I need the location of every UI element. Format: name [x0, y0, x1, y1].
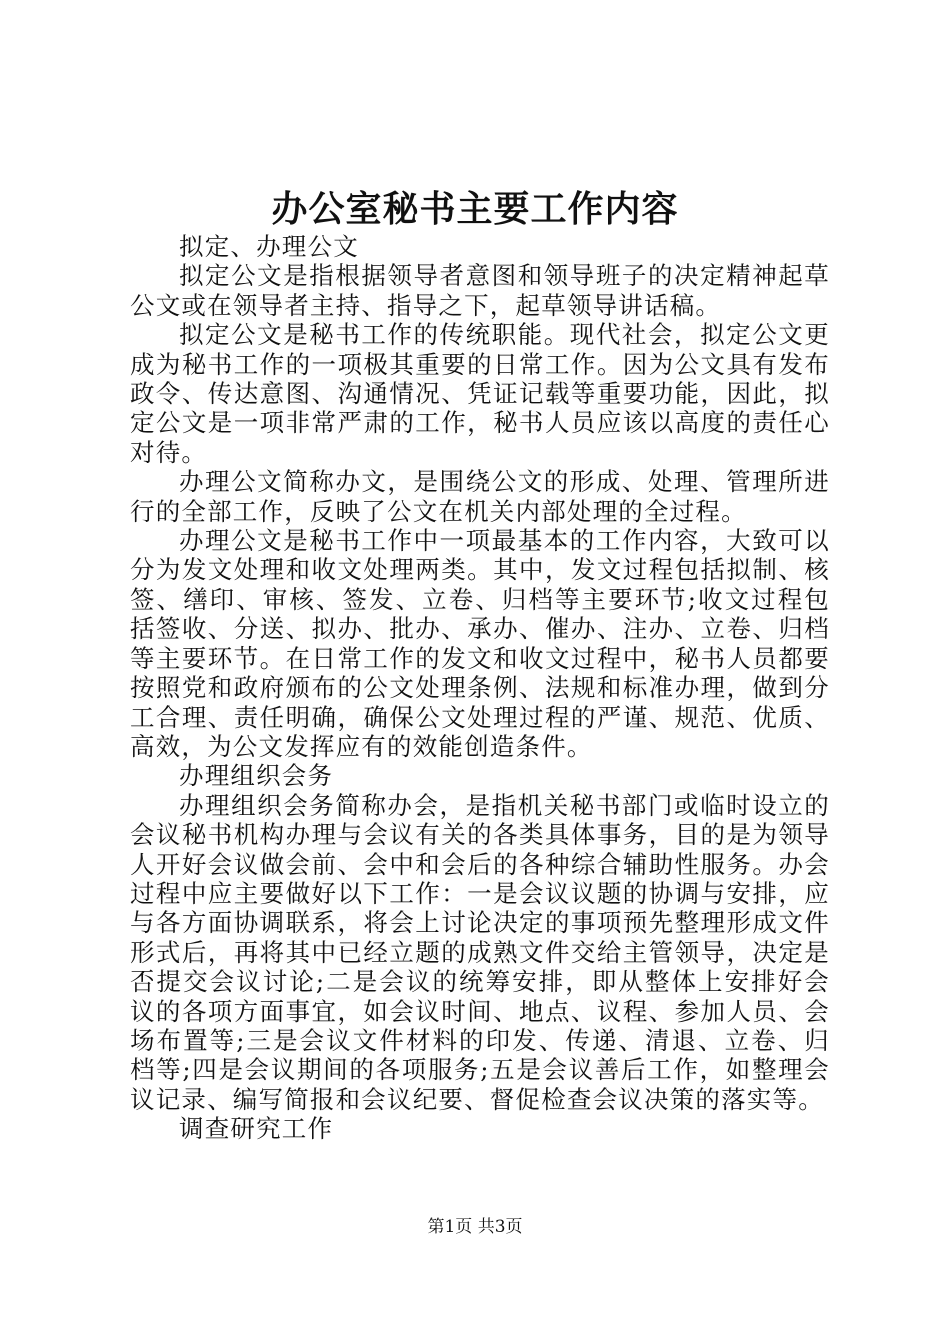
section-heading: 调查研究工作 — [179, 1114, 334, 1144]
body-paragraph: 拟定公文是秘书工作的传统职能。现代社会，拟定公文更成为秘书工作的一项极其重要的日常工作。因为公文具有发布政令、传达意图、沟通情况、凭证记载等重要功能，因此，拟定公文是一项非常严肃的工作，秘书人员应该以高度的责任心对待。 — [130, 320, 830, 467]
document-body — [130, 232, 830, 1144]
body-paragraph: 办理公文是秘书工作中一项最基本的工作内容，大致可以分为发文处理和收文处理两类。其中，发文过程包括拟制、核签、缮印、审核、签发、立卷、归档等主要环节;收文过程包括签收、分送、拟办、批办、承办、催办、注办、立卷、归档等主要环节。在日常工作的发文和收文过程中，秘书人员都要按照党和政府颁布的公文处理条例、法规和标准办理，做到分工合理、责任明确，确保公文处理过程的严谨、规范、优质、高效，为公文发挥应有的效能创造条件。 — [130, 526, 830, 761]
body-paragraph: 拟定公文是指根据领导者意图和领导班子的决定精神起草公文或在领导者主持、指导之下，起草领导讲话稿。 — [130, 261, 830, 320]
page-footer: 第1页 共3页 — [427, 1217, 523, 1237]
body-paragraph: 办理组织会务简称办会，是指机关秘书部门或临时设立的会议秘书机构办理与会议有关的各类具体事务，目的是为领导人开好会议做会前、会中和会后的各种综合辅助性服务。办会过程中应主要做好以下工作：一是会议议题的协调与安排，应与各方面协调联系，将会上讨论决定的事项预先整理形成文件形式后，再将其中已经立题的成熟文件交给主管领导，决定是否提交会议讨论;二是会议的统筹安排，即从整体上安排好会议的各项方面事宜，如会议时间、地点、议程、参加人员、会场布置等;三是会议文件材料的印发、传递、清退、立卷、归档等;四是会议期间的各项服务;五是会议善后工作，如整理会议记录、编写简报和会议纪要、督促检查会议决策的落实等。 — [130, 790, 830, 1114]
section-heading: 拟定、办理公文 — [179, 232, 359, 261]
body-paragraph: 办理公文简称办文，是围绕公文的形成、处理、管理所进行的全部工作，反映了公文在机关内部处理的全过程。 — [130, 467, 830, 526]
document-title: 办公室秘书主要工作内容 — [271, 188, 679, 230]
section-heading: 办理组织会务 — [179, 761, 334, 791]
